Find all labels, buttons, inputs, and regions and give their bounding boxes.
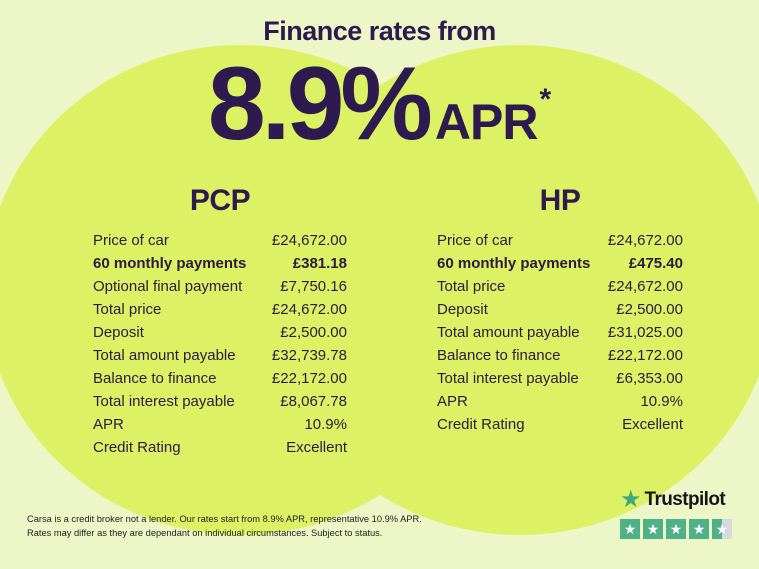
table-row: [93, 252, 347, 275]
row-label: Total amount payable: [437, 324, 580, 341]
row-label: Credit Rating: [437, 416, 525, 433]
row-label: Total amount payable: [93, 347, 236, 364]
row-label: Deposit: [93, 324, 144, 341]
hp-table-rows: [437, 229, 683, 436]
table-row: [93, 367, 347, 390]
table-row: [437, 367, 683, 390]
row-label: Total price: [93, 301, 162, 318]
hp-table-title: HP: [539, 184, 581, 217]
table-row: [437, 390, 683, 413]
table-row: [93, 275, 347, 298]
row-value: £22,172.00: [271, 370, 347, 387]
row-value: £22,172.00: [607, 347, 683, 364]
row-label: Optional final payment: [93, 278, 243, 295]
row-label: Total interest payable: [93, 393, 235, 410]
row-label: Balance to finance: [93, 370, 217, 387]
row-value: £31,025.00: [607, 324, 683, 341]
table-row: [437, 275, 683, 298]
row-value: £7,750.16: [280, 278, 347, 295]
table-row: [437, 252, 683, 275]
table-row: [437, 298, 683, 321]
rating-star-half-icon: ★: [712, 519, 732, 539]
pcp-table-title: PCP: [189, 184, 251, 217]
trustpilot-star-icon: ★: [620, 486, 642, 513]
table-row: [93, 413, 347, 436]
row-label: Credit Rating: [93, 439, 181, 456]
row-label: Balance to finance: [437, 347, 561, 364]
table-row: [437, 321, 683, 344]
row-label: Deposit: [437, 301, 488, 318]
table-row: [93, 390, 347, 413]
rating-star-full-icon: ★: [643, 519, 663, 539]
table-row: [93, 344, 347, 367]
pcp-finance-table: [93, 184, 347, 459]
hp-finance-table: [437, 184, 683, 436]
rating-star-full-icon: ★: [666, 519, 686, 539]
apr-rate-suffix: APR: [434, 94, 538, 150]
row-value: £381.18: [292, 255, 347, 272]
row-value: £24,672.00: [271, 301, 347, 318]
row-value: 10.9%: [304, 416, 347, 433]
rating-star-full-icon: ★: [620, 519, 640, 539]
trustpilot-badge: [620, 488, 745, 539]
row-value: £24,672.00: [607, 232, 683, 249]
rating-star-full-icon: ★: [689, 519, 709, 539]
row-label: APR: [93, 416, 124, 433]
apr-footnote-asterisk: *: [539, 83, 552, 116]
row-value: £24,672.00: [607, 278, 683, 295]
row-value: £8,067.78: [280, 393, 347, 410]
row-label: 60 monthly payments: [437, 255, 591, 272]
row-value: £475.40: [628, 255, 683, 272]
trustpilot-rating-stars: [620, 519, 745, 539]
row-value: £6,353.00: [616, 370, 683, 387]
row-label: Total price: [437, 278, 506, 295]
table-row: [437, 229, 683, 252]
legal-disclaimer-line1: Carsa is a credit broker not a lender. Our rates start from 8.9% APR, representative 10.9% APR.: [27, 514, 422, 524]
row-label: 60 monthly payments: [93, 255, 247, 272]
trustpilot-wordmark: Trustpilot: [644, 489, 726, 510]
apr-rate-headline: [0, 46, 759, 162]
pcp-table-rows: [93, 229, 347, 459]
legal-disclaimer: [27, 512, 457, 541]
table-row: [93, 229, 347, 252]
row-value: £2,500.00: [616, 301, 683, 318]
row-label: Price of car: [437, 232, 513, 249]
table-row: [93, 436, 347, 459]
table-row: [437, 413, 683, 436]
trustpilot-logo: [620, 488, 745, 512]
row-value: Excellent: [622, 416, 683, 433]
page-title: Finance rates from: [263, 16, 496, 46]
apr-rate-value: 8.9%: [207, 46, 429, 162]
row-label: Total interest payable: [437, 370, 579, 387]
legal-disclaimer-line2: Rates may differ as they are dependant on individual circumstances. Subject to status.: [27, 528, 383, 539]
row-value: Excellent: [286, 439, 347, 456]
table-row: [93, 321, 347, 344]
row-value: £24,672.00: [271, 232, 347, 249]
table-row: [437, 344, 683, 367]
table-row: [93, 298, 347, 321]
row-value: £2,500.00: [280, 324, 347, 341]
row-label: APR: [437, 393, 468, 410]
row-value: £32,739.78: [271, 347, 347, 364]
row-value: 10.9%: [640, 393, 683, 410]
row-label: Price of car: [93, 232, 169, 249]
